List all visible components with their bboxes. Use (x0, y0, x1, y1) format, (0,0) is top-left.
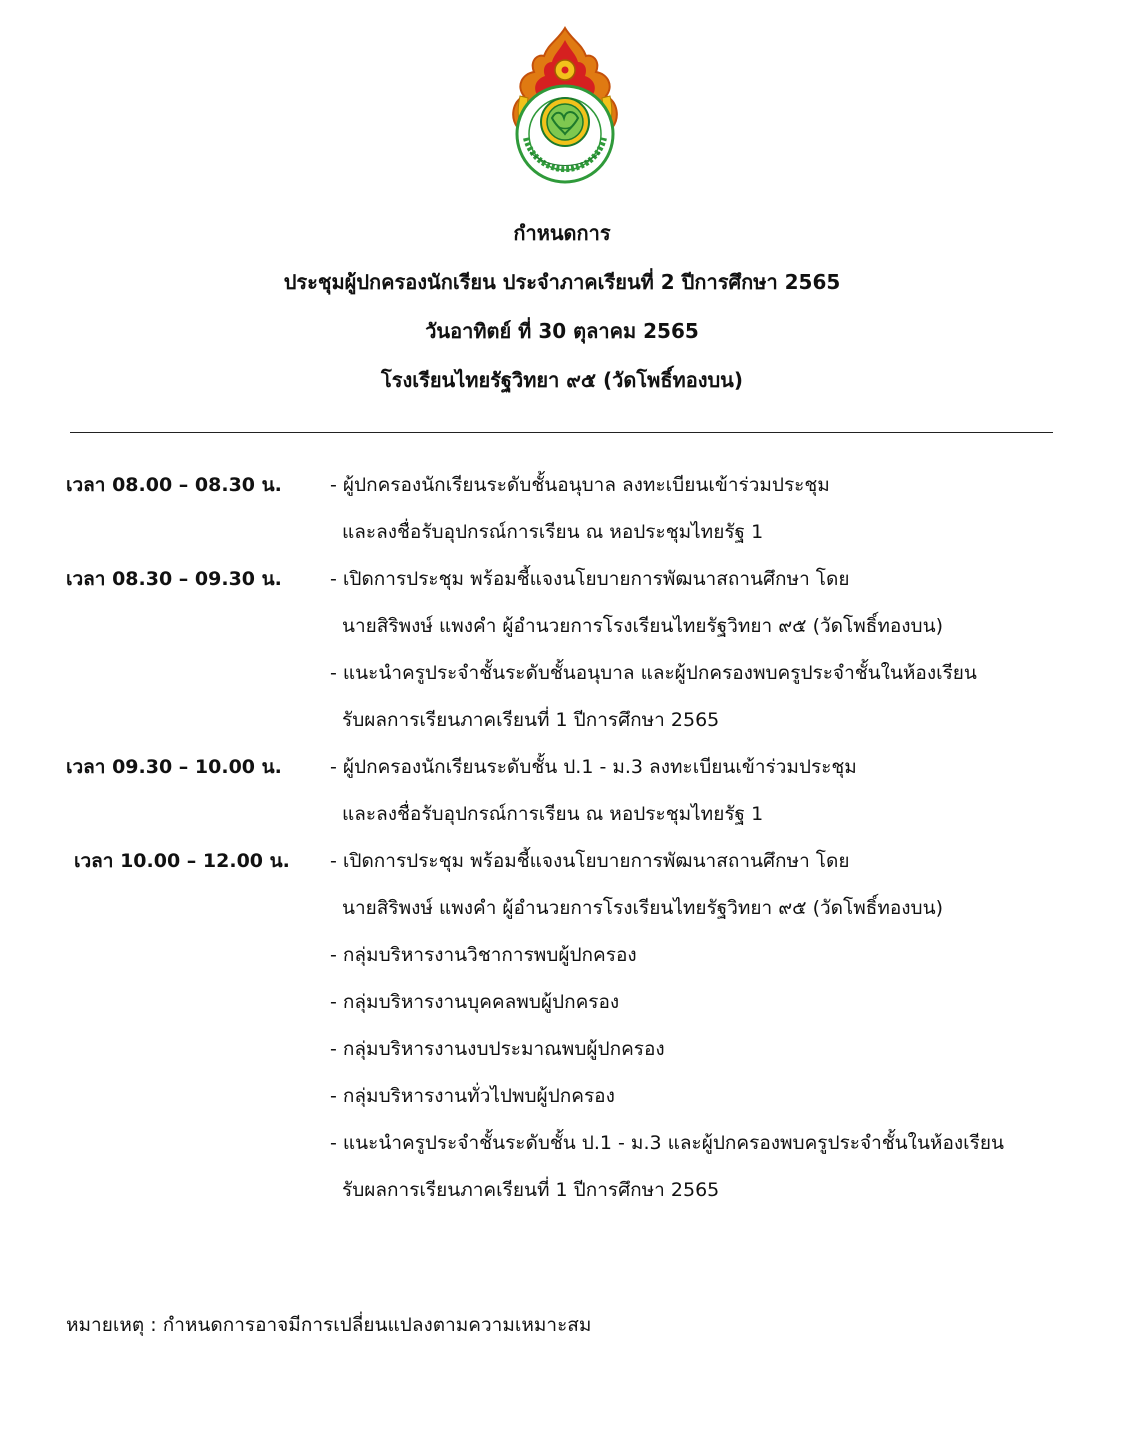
title-line-4: โรงเรียนไทยรัฐวิทยา ๙๕ (วัดโพธิ์ทองบน) (381, 368, 743, 392)
schedule-line: และลงชื่อรับอุปกรณ์การเรียน ณ หอประชุมไทยรัฐ 1 (342, 803, 764, 825)
title-line-2: ประชุมผู้ปกครองนักเรียน ประจำภาคเรียนที่ 2 ปีการศึกษา 2565 (283, 270, 841, 294)
schedule-line: รับผลการเรียนภาคเรียนที่ 1 ปีการศึกษา 2565 (342, 709, 720, 731)
schedule-line: นายสิริพงษ์ แพงคำ ผู้อำนวยการโรงเรียนไทยรัฐวิทยา ๙๕ (วัดโพธิ์ทองบน) (342, 615, 944, 637)
schedule-line: - ผู้ปกครองนักเรียนระดับชั้นอนุบาล ลงทะเบียนเข้าร่วมประชุม (330, 474, 830, 496)
footnote: หมายเหตุ : กำหนดการอาจมีการเปลี่ยนแปลงตามความเหมาะสม (66, 1314, 592, 1336)
schedule-line: - แนะนำครูประจำชั้นระดับชั้นอนุบาล และผู้ปกครองพบครูประจำชั้นในห้องเรียน (330, 662, 977, 684)
schedule-line: - เปิดการประชุม พร้อมชี้แจงนโยบายการพัฒนาสถานศึกษา โดย (330, 568, 850, 590)
schedule-time: เวลา 09.30 – 10.00 น. (66, 756, 282, 778)
horizontal-rule (70, 432, 1053, 433)
schedule-line: - กลุ่มบริหารงานงบประมาณพบผู้ปกครอง (330, 1038, 665, 1060)
title-line-1: กำหนดการ (513, 221, 611, 245)
schedule-time: เวลา 08.00 – 08.30 น. (66, 474, 282, 496)
schedule-line: และลงชื่อรับอุปกรณ์การเรียน ณ หอประชุมไทยรัฐ 1 (342, 521, 764, 543)
schedule-line: - กลุ่มบริหารงานบุคคลพบผู้ปกครอง (330, 991, 620, 1013)
schedule-line: - แนะนำครูประจำชั้นระดับชั้น ป.1 - ม.3 และผู้ปกครองพบครูประจำชั้นในห้องเรียน (330, 1132, 1004, 1154)
title-line-3: วันอาทิตย์ ที่ 30 ตุลาคม 2565 (425, 319, 699, 343)
schedule-line: - เปิดการประชุม พร้อมชี้แจงนโยบายการพัฒนาสถานศึกษา โดย (330, 850, 850, 872)
schedule-line: - กลุ่มบริหารงานทั่วไปพบผู้ปกครอง (330, 1085, 615, 1107)
schedule-line: นายสิริพงษ์ แพงคำ ผู้อำนวยการโรงเรียนไทยรัฐวิทยา ๙๕ (วัดโพธิ์ทองบน) (342, 897, 944, 919)
schedule-line: - กลุ่มบริหารงานวิชาการพบผู้ปกครอง (330, 944, 637, 966)
schedule-line: - ผู้ปกครองนักเรียนระดับชั้น ป.1 - ม.3 ลงทะเบียนเข้าร่วมประชุม (330, 756, 857, 778)
schedule-line: รับผลการเรียนภาคเรียนที่ 1 ปีการศึกษา 2565 (342, 1179, 720, 1201)
schedule-time: เวลา 10.00 – 12.00 น. (74, 850, 290, 872)
school-emblem-logo (500, 26, 630, 188)
document-title (0, 218, 1124, 414)
schedule-time: เวลา 08.30 – 09.30 น. (66, 568, 282, 590)
